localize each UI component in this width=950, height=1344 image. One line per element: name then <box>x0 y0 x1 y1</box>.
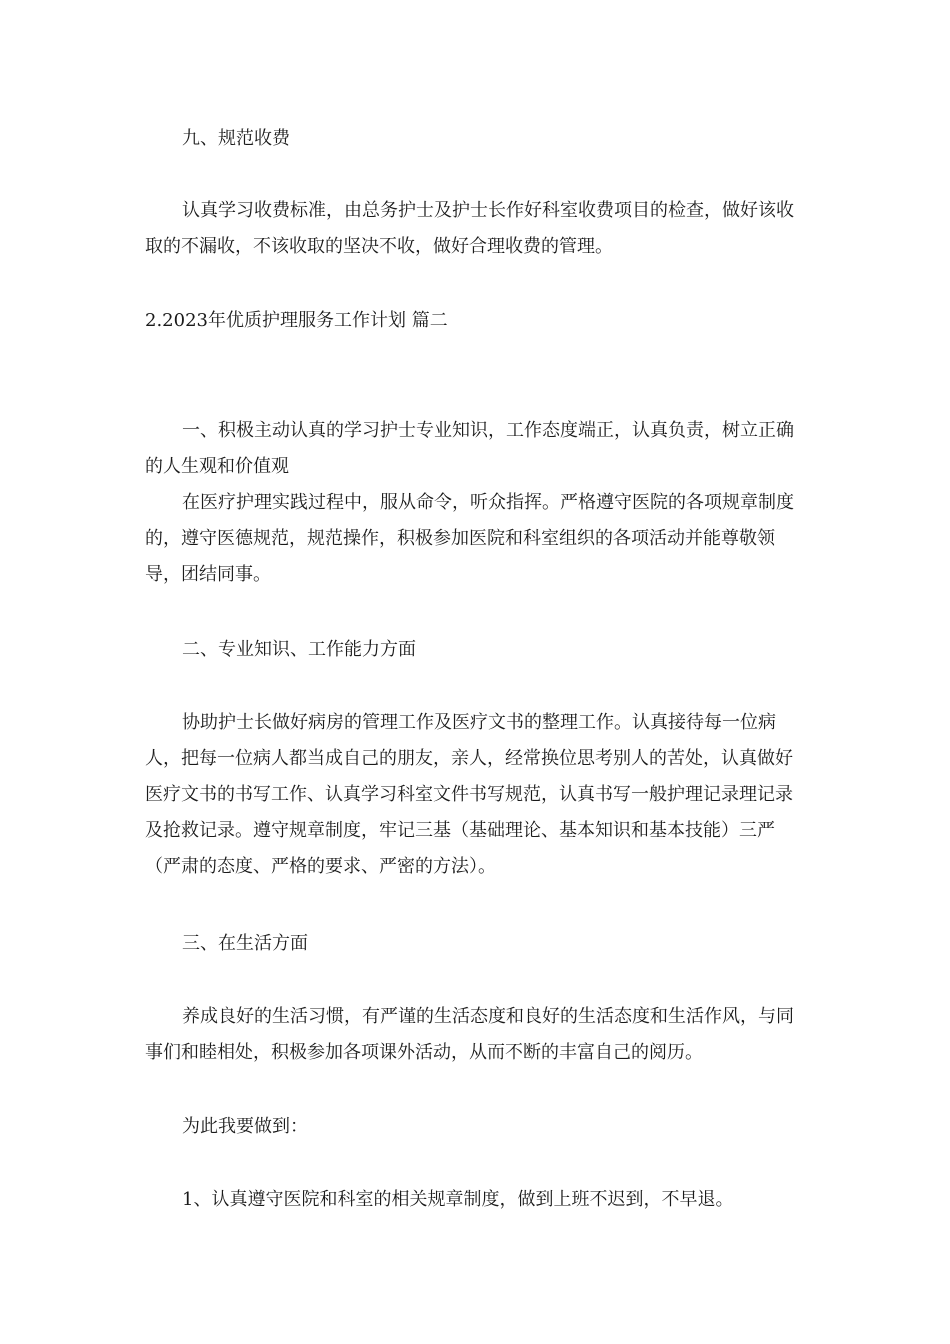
paragraph: 在医疗护理实践过程中，服从命令，听众指挥。严格遵守医院的各项规章制度的，遵守医德规范，规范操作，积极参加医院和科室组织的各项活动并能尊敬领导，团结同事。 <box>145 492 794 585</box>
section-heading: 三、在生活方面 <box>182 933 308 954</box>
paragraph: 认真学习收费标准，由总务护士及护士长作好科室收费项目的检查，做好该收取的不漏收，不该收取的坚决不收，做好合理收费的管理。 <box>145 200 794 257</box>
section-heading: 一、积极主动认真的学习护士专业知识，工作态度端正，认真负责，树立正确的人生观和价值观 <box>145 420 794 477</box>
list-item: 1、认真遵守医院和科室的相关规章制度，做到上班不迟到，不早退。 <box>182 1189 734 1210</box>
paragraph: 协助护士长做好病房的管理工作及医疗文书的整理工作。认真接待每一位病人，把每一位病人都当成自己的朋友，亲人，经常换位思考别人的苦处，认真做好医疗文书的书写工作、认真学习科室文件书写规范，认真书写一般护理记录理记录及抢救记录。遵守规章制度，牢记三基（基础理论、基本知识和基本技能）三严（严肃的态度、严格的要求、严密的方法）。 <box>145 712 793 877</box>
section-heading: 二、专业知识、工作能力方面 <box>182 639 416 660</box>
document-title: 2.2023年优质护理服务工作计划 篇二 <box>145 310 448 331</box>
section-heading: 九、规范收费 <box>182 128 290 149</box>
paragraph: 养成良好的生活习惯，有严谨的生活态度和良好的生活态度和生活作风，与同事们和睦相处，积极参加各项课外活动，从而不断的丰富自己的阅历。 <box>145 1006 794 1063</box>
paragraph: 为此我要做到： <box>182 1116 308 1137</box>
